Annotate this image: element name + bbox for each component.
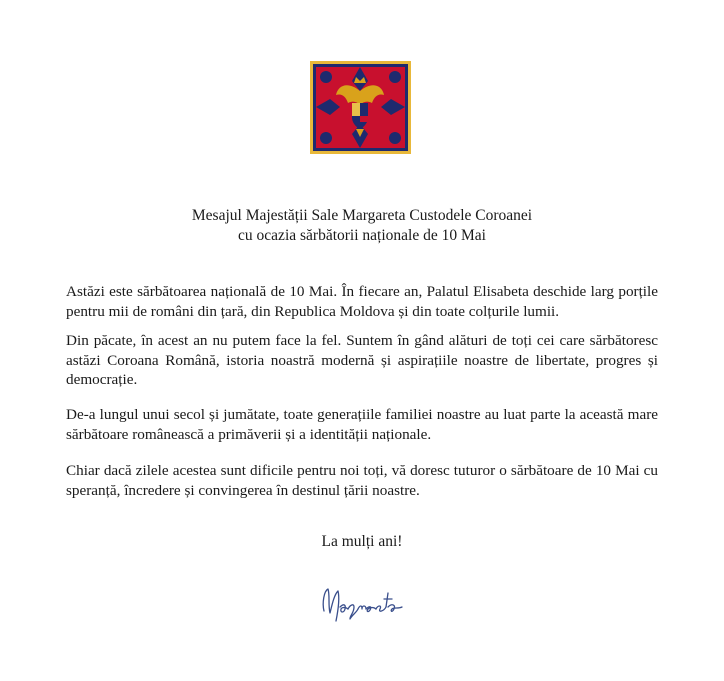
title-line-2: cu ocazia sărbătorii naționale de 10 Mai	[238, 226, 486, 244]
letter-title	[40, 206, 684, 245]
royal-emblem-icon	[310, 61, 411, 154]
paragraph-2: Din păcate, în acest an nu putem face la fel. Suntem în gând alături de toți cei care sărbătoresc astăzi Coroana Română, istoria noastră modernă și aspirațiile noastre de libertate, progres și democrație.	[66, 332, 658, 388]
title-line-1: Mesajul Majestății Sale Margareta Custodele Coroanei	[191, 207, 533, 224]
signature-icon	[318, 583, 408, 627]
closing-greeting: La mulți ani!	[321, 533, 403, 550]
paragraph-1: Astăzi este sărbătoarea națională de 10 Mai. În fiecare an, Palatul Elisabeta deschide larg porțile pentru mii de români din țară, din Republica Moldova și din toate colțurile lumii.	[66, 283, 658, 320]
paragraph-3: De-a lungul unui secol și jumătate, toate generațiile familiei noastre au luat parte la această mare sărbătoare românească a primăverii și a identității naționale.	[66, 406, 658, 443]
paragraph-4: Chiar dacă zilele acestea sunt dificile pentru noi toți, vă doresc tuturor o sărbătoare de 10 Mai cu speranță, încredere și convingerea în destinul țării noastre.	[66, 462, 658, 499]
